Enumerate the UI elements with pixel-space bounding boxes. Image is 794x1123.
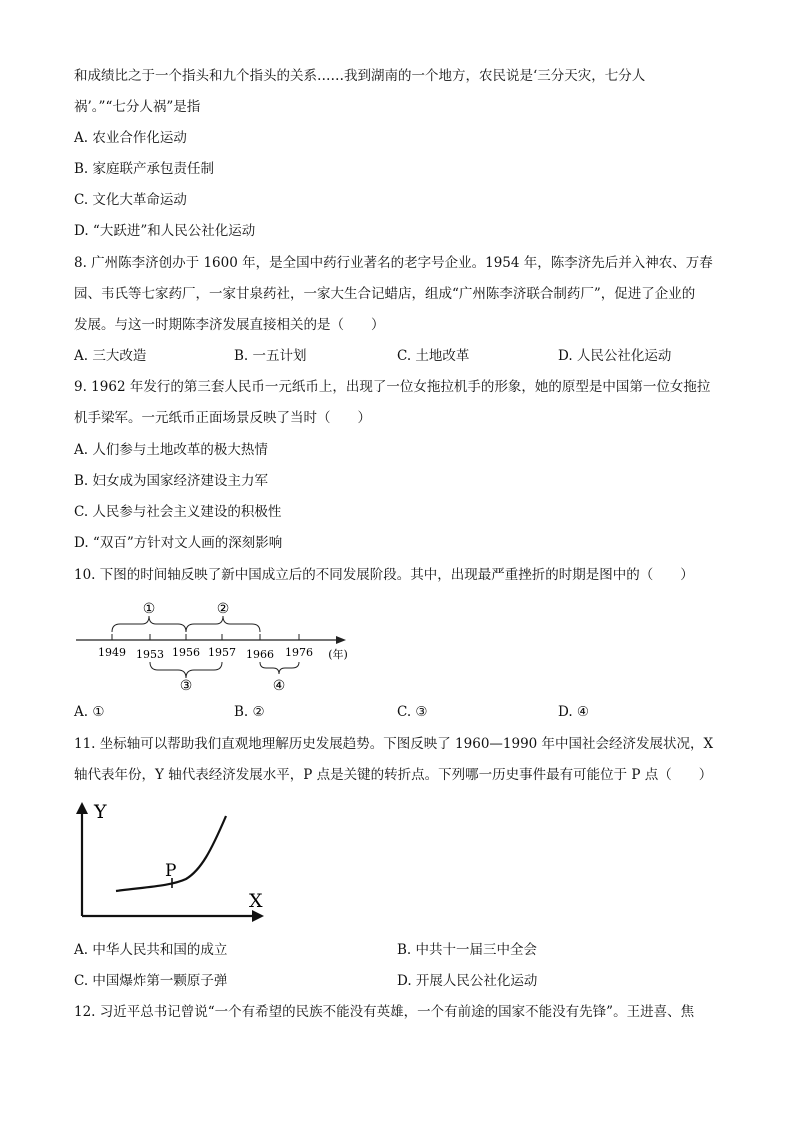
- year-1953: 1953: [136, 648, 164, 661]
- q10-option-d: D. ④: [558, 704, 590, 720]
- brace-upper-1: [112, 616, 186, 632]
- brace-upper-2: [186, 616, 260, 632]
- graph-x-label: X: [249, 890, 263, 912]
- q8-stem-line2: 园、韦氏等七家药厂，一家甘泉药社，一家大生合记蜡店，组成“广州陈李济联合制药厂”，促进了企业的: [74, 286, 696, 302]
- q9-option-c: C. 人民参与社会主义建设的积极性: [74, 504, 282, 520]
- q10-option-a: A. ①: [74, 704, 105, 720]
- q11-option-b: B. 中共十一届三中全会: [397, 942, 538, 958]
- timeline-label-3: ③: [179, 678, 193, 692]
- year-1966: 1966: [246, 648, 274, 661]
- q9-option-d: D. “双百”方针对文人画的深刻影响: [74, 535, 283, 551]
- q10-option-b: B. ②: [234, 704, 265, 720]
- q7-stem-line1: 和成绩比之于一个指头和九个指头的关系……我到湖南的一个地方，农民说是‘三分天灾，七分人: [74, 68, 646, 84]
- timeline-label-1: ①: [142, 601, 156, 617]
- q9-stem-line2: 机手梁军。一元纸币正面场景反映了当时（ ）: [74, 410, 371, 426]
- timeline-unit: (年): [328, 648, 348, 661]
- graph-y-label: Y: [94, 801, 107, 823]
- q8-stem-line3: 发展。与这一时期陈李济发展直接相关的是（ ）: [74, 317, 385, 333]
- year-1976: 1976: [285, 646, 313, 659]
- q11-trend-graph: [66, 796, 276, 926]
- q7-option-d: D. “大跃进”和人民公社化运动: [74, 223, 256, 239]
- graph-y-arrow: [76, 802, 88, 814]
- timeline-arrow: [336, 636, 346, 644]
- q11-option-d: D. 开展人民公社化运动: [397, 973, 538, 989]
- q7-stem-line2: 祸’。”“七分人祸”是指: [74, 99, 201, 115]
- q8-stem-line1: 8. 广州陈李济创办于 1600 年，是全国中药行业著名的老字号企业。1954 年，陈李济先后并入神农、万春: [74, 255, 713, 271]
- brace-lower-3: [150, 662, 222, 678]
- q8-option-d: D. 人民公社化运动: [558, 348, 672, 364]
- q9-stem-line1: 9. 1962 年发行的第三套人民币一元纸币上，出现了一位女拖拉机手的形象，她的原型是中国第一位女拖拉: [74, 379, 711, 395]
- q7-option-b: B. 家庭联产承包责任制: [74, 161, 215, 177]
- q8-option-c: C. 土地改革: [397, 348, 470, 364]
- timeline-label-4: ④: [272, 678, 286, 692]
- graph-point-label: P: [165, 861, 177, 881]
- q7-option-c: C. 文化大革命运动: [74, 192, 187, 208]
- q11-option-a: A. 中华人民共和国的成立: [74, 942, 228, 958]
- q11-stem-line1: 11. 坐标轴可以帮助我们直观地理解历史发展趋势。下图反映了 1960—1990 年中国社会经济发展状况，X: [74, 736, 714, 752]
- q9-option-a: A. 人们参与土地改革的极大热情: [74, 442, 268, 458]
- year-1956: 1956: [172, 646, 200, 659]
- timeline-label-2: ②: [216, 601, 230, 617]
- q7-option-a: A. 农业合作化运动: [74, 130, 187, 146]
- q12-stem-line1: 12. 习近平总书记曾说“一个有希望的民族不能没有英雄，一个有前途的国家不能没有先锋”。王进喜、焦: [74, 1004, 695, 1020]
- year-1949: 1949: [98, 646, 126, 659]
- q9-option-b: B. 妇女成为国家经济建设主力军: [74, 473, 269, 489]
- q10-timeline-figure: [70, 596, 370, 692]
- q11-option-c: C. 中国爆炸第一颗原子弹: [74, 973, 228, 989]
- q10-option-c: C. ③: [397, 704, 428, 720]
- year-1957: 1957: [208, 646, 236, 659]
- q8-option-b: B. 一五计划: [234, 348, 307, 364]
- q11-stem-line2: 轴代表年份，Y 轴代表经济发展水平，P 点是关键的转折点。下列哪一历史事件最有可能位于 P 点（ ）: [74, 767, 713, 783]
- brace-lower-4: [260, 662, 299, 674]
- q8-option-a: A. 三大改造: [74, 348, 147, 364]
- q10-stem: 10. 下图的时间轴反映了新中国成立后的不同发展阶段。其中，出现最严重挫折的时期是图中的（ ）: [74, 567, 694, 583]
